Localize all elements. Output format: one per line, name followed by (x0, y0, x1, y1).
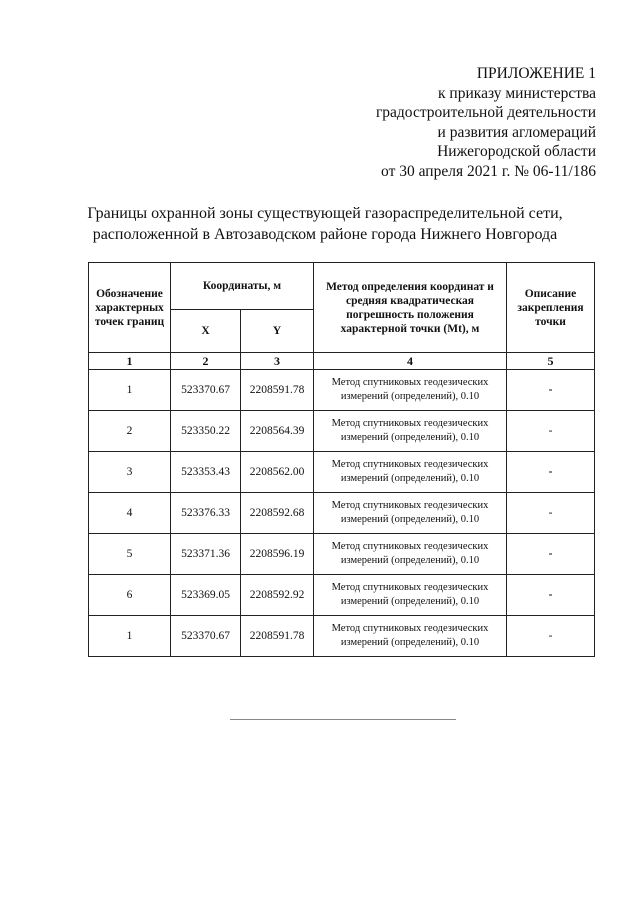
description-cell: - (507, 616, 595, 657)
appendix-header (276, 64, 596, 181)
header-method: Метод определения координат и средняя квадратическая погрешность положения характерной точки (Mt), м (314, 263, 507, 353)
method-cell: Метод спутниковых геодезических измерений (определений), 0.10 (314, 452, 507, 493)
column-number: 1 (89, 353, 171, 370)
table-row (89, 616, 595, 657)
appendix-line: к приказу министерства (438, 84, 596, 102)
title-line-1: Границы охранной зоны существующей газораспределительной сети, (87, 205, 563, 222)
y-coordinate: 2208591.78 (241, 616, 314, 657)
header-x: X (171, 310, 241, 353)
header-y: Y (241, 310, 314, 353)
column-number: 4 (314, 353, 507, 370)
method-cell: Метод спутниковых геодезических измерений (определений), 0.10 (314, 616, 507, 657)
table-row (89, 452, 595, 493)
appendix-line: Нижегородской области (437, 143, 596, 160)
header-description: Описание закрепления точки (507, 263, 595, 353)
column-number: 3 (241, 353, 314, 370)
x-coordinate: 523369.05 (171, 575, 241, 616)
x-coordinate: 523370.67 (171, 370, 241, 411)
method-cell: Метод спутниковых геодезических измерений (определений), 0.10 (314, 411, 507, 452)
table-row (89, 493, 595, 534)
description-cell: - (507, 370, 595, 411)
point-id: 1 (89, 370, 171, 411)
appendix-line: ПРИЛОЖЕНИЕ 1 (476, 65, 596, 82)
coordinates-table (88, 262, 595, 657)
method-cell: Метод спутниковых геодезических измерений (определений), 0.10 (314, 493, 507, 534)
separator-line (230, 719, 456, 720)
description-cell: - (507, 575, 595, 616)
x-coordinate: 523350.22 (171, 411, 241, 452)
method-cell: Метод спутниковых геодезических измерений (определений), 0.10 (314, 575, 507, 616)
point-id: 3 (89, 452, 171, 493)
y-coordinate: 2208562.00 (241, 452, 314, 493)
x-coordinate: 523376.33 (171, 493, 241, 534)
x-coordinate: 523371.36 (171, 534, 241, 575)
point-id: 4 (89, 493, 171, 534)
x-coordinate: 523353.43 (171, 452, 241, 493)
table-row (89, 534, 595, 575)
y-coordinate: 2208596.19 (241, 534, 314, 575)
method-cell: Метод спутниковых геодезических измерений (определений), 0.10 (314, 370, 507, 411)
table-row (89, 411, 595, 452)
y-coordinate: 2208564.39 (241, 411, 314, 452)
method-cell: Метод спутниковых геодезических измерений (определений), 0.10 (314, 534, 507, 575)
appendix-line: градостроительной деятельности (375, 104, 596, 121)
description-cell: - (507, 534, 595, 575)
description-cell: - (507, 493, 595, 534)
table-header-row (89, 263, 595, 310)
y-coordinate: 2208592.68 (241, 493, 314, 534)
column-number: 5 (507, 353, 595, 370)
table-row (89, 370, 595, 411)
x-coordinate: 523370.67 (171, 616, 241, 657)
title-line-2: расположенной в Автозаводском районе города Нижнего Новгорода (92, 226, 558, 243)
point-id: 5 (89, 534, 171, 575)
appendix-line: и развития агломераций (437, 123, 596, 141)
description-cell: - (507, 452, 595, 493)
header-designation: Обозначение характерных точек границ (89, 263, 171, 353)
point-id: 6 (89, 575, 171, 616)
point-id: 1 (89, 616, 171, 657)
column-number: 2 (171, 353, 241, 370)
point-id: 2 (89, 411, 171, 452)
document-title (60, 203, 590, 245)
y-coordinate: 2208592.92 (241, 575, 314, 616)
header-coordinates: Координаты, м (171, 263, 314, 310)
y-coordinate: 2208591.78 (241, 370, 314, 411)
table-row (89, 575, 595, 616)
description-cell: - (507, 411, 595, 452)
column-number-row (89, 353, 595, 370)
appendix-line: от 30 апреля 2021 г. № 06-11/186 (381, 162, 596, 180)
